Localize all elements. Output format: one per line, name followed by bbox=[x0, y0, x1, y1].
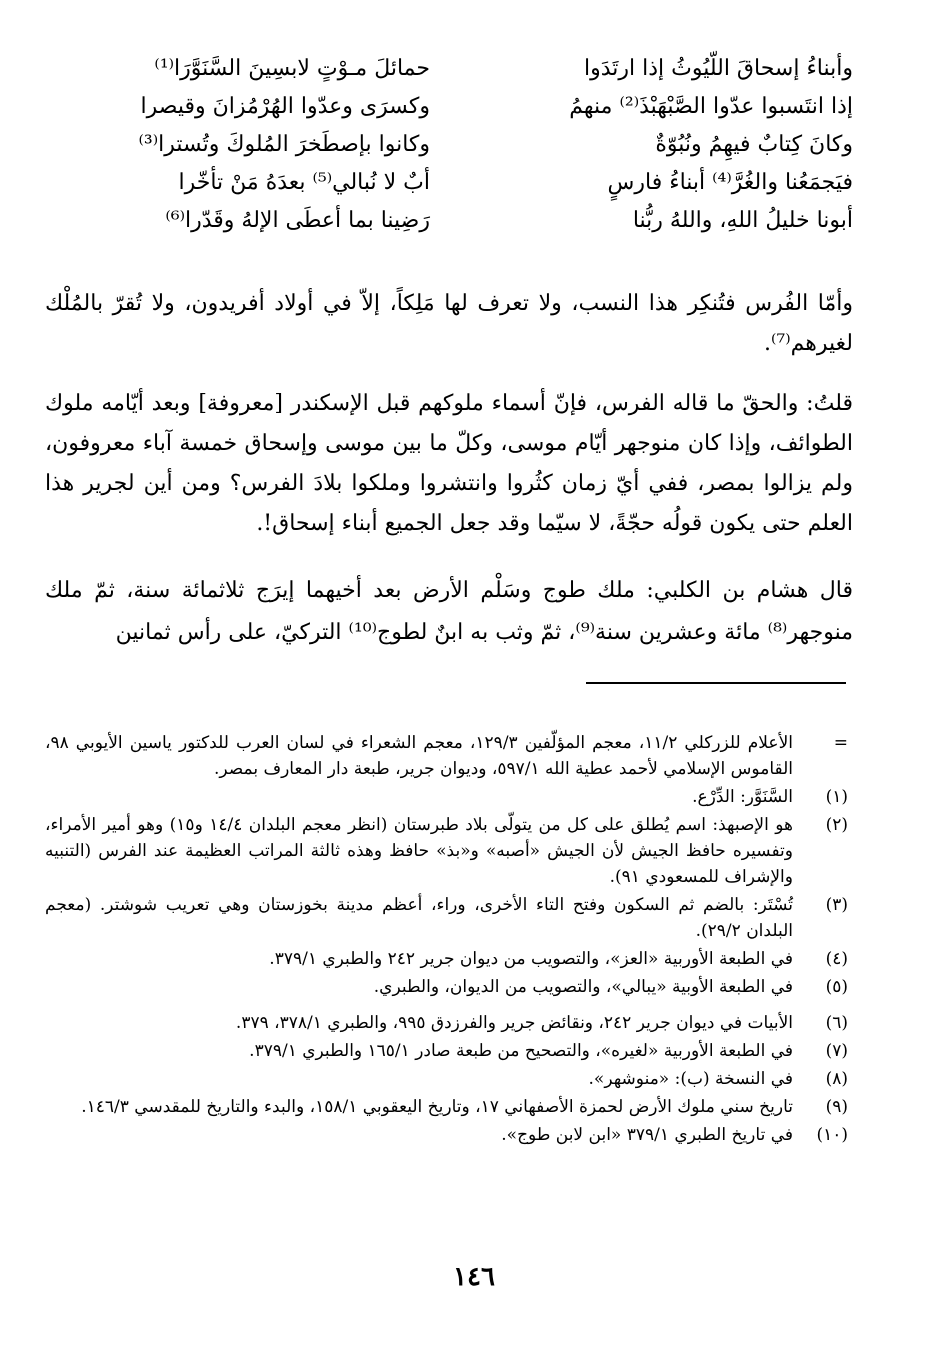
footnotes bbox=[45, 730, 848, 1150]
footnote-text: تُسْتَر: بالضم ثم السكون وفتح التاء الأخرى، وراء، أعظم مدينة بخوزستان وهي تعريب شوشتر. (معجم البلدان ٢٩/٢). bbox=[45, 895, 793, 941]
footnote bbox=[45, 1066, 848, 1092]
footnote bbox=[45, 784, 848, 810]
footnote bbox=[45, 812, 848, 890]
footnote-number: (١٠) bbox=[816, 1125, 848, 1145]
footnote-number: (٥) bbox=[825, 977, 848, 997]
verse-line bbox=[100, 88, 853, 126]
body-paragraph: قلتُ: والحقّ ما قاله الفرس، فإنّ أسماء ملوكهم قبل الإسكندر [معروفة] وبعد أيّامه ملوك الطوائف، وإذا كان منوجهر أيّام موسى، وكلّ ما بين موسى وإسحاق خمسة آباء معروفون، ولم يزالوا بمصر، ففي أيّ زمان كثُروا وانتشروا وملكوا بلادَ الفرس؟ ومن أين لجرير هذا العلم حتى يكون قولُه حجّةً، لا سيّما وقد جعل الجميع أبناء إسحاق!. bbox=[45, 391, 853, 536]
verse-line bbox=[100, 164, 853, 202]
verse-first-hemistich: وأبناءُ إسحاقَ اللّيُوثُ إذا ارتَدَوا bbox=[583, 56, 853, 81]
footnote-text: في النسخة (ب): «منوشهر». bbox=[588, 1069, 793, 1089]
footnote-text: تاريخ سني ملوك الأرض لحمزة الأصفهاني ١٧، وتاريخ اليعقوبي ١٥٨/١، والبدء والتاريخ للمقدسي ١٤٦/٣. bbox=[81, 1097, 793, 1117]
verse-first-hemistich: وكانَ كِتابٌ فيهِمُ ونُبُوّةٌ bbox=[655, 132, 853, 157]
footnote bbox=[45, 1122, 848, 1148]
poem-block bbox=[100, 50, 853, 240]
footnote-number: (٤) bbox=[825, 949, 848, 969]
verse-first-hemistich: إذا انتَسبوا عدّوا الصَّبْهَبْذَ⁽²⁾ منهمُ bbox=[569, 94, 853, 119]
footnote bbox=[45, 974, 848, 1000]
verse-line bbox=[100, 202, 853, 240]
body-paragraph: قال هشام بن الكلبي: ملك طوج وسَلْم الأرض بعد أخيهما إيرَج ثلاثمائة سنة، ثمّ ملك منوجهر⁽⁸⁾ مائة وعشرين سنة⁽⁹⁾، ثمّ وثب به ابنٌ لطوج⁽¹⁰⁾ التركيّ، على رأس ثمانين bbox=[45, 578, 853, 645]
footnote-separator bbox=[586, 682, 846, 684]
verse-second-hemistich: حمائلَ مـوْتٍ لابسِينَ السَّنَوَّرَا⁽¹⁾ bbox=[154, 56, 430, 81]
verse-second-hemistich: أبٌ لا نُبالي⁽⁵⁾ بعدَهُ مَنْ تأخّرا bbox=[178, 170, 430, 195]
footnote-text: الأبيات في ديوان جرير ٢٤٢، ونقائض جرير والفرزدق ٩٩٥، والطبري ٣٧٨/١، ٣٧٩. bbox=[235, 1013, 793, 1033]
footnote-number: (١) bbox=[825, 787, 848, 807]
footnote-text: في الطبعة الأوربية «لغيره»، والتصحيح من طبعة صادر ١٦٥/١ والطبري ٣٧٩/١. bbox=[249, 1041, 793, 1061]
footnote bbox=[45, 730, 848, 782]
footnote-number: (٦) bbox=[825, 1013, 848, 1033]
footnote bbox=[45, 1038, 848, 1064]
footnote-number: (٩) bbox=[825, 1097, 848, 1117]
verse-first-hemistich: أبونا خليلُ اللهِ، واللهُ ربُّنا bbox=[632, 208, 853, 233]
footnote bbox=[45, 1010, 848, 1036]
footnote-text: الأعلام للزركلي ١١/٢، معجم المؤلّفين ١٢٩/٣، معجم الشعراء في لسان العرب للدكتور ياسين الأيوبي ٩٨، القاموس الإسلامي لأحمد عطية الله ٥٩٧/١، وديوان جرير، طبعة دار المعارف بمصر. bbox=[45, 733, 793, 779]
footnote bbox=[45, 892, 848, 944]
footnote bbox=[45, 1094, 848, 1120]
footnote-text: السَّنَوَّر: الدِّرْع. bbox=[692, 787, 793, 807]
footnote-number: (٢) bbox=[825, 815, 848, 835]
verse-line bbox=[100, 50, 853, 88]
footnote-text: في الطبعة الأوبية «يبالي»، والتصويب من الديوان، والطبري. bbox=[373, 977, 793, 997]
footnote-text: هو الإصبهذ: اسم يُطلق على كل من يتولّى بلاد طبرستان (انظر معجم البلدان ١٤/٤ و١٥) وهو أمير الأمراء، وتفسيره حافظ الجيش لأن الجيش «أصبه» و«بذ» حافظ وهذه ثالثة المراتب العظيمة عند الفرس (التنبيه والإشراف للمسعودي ٩١). bbox=[45, 815, 793, 887]
verse-second-hemistich: رَضِينا بما أعطَى الإلهُ وقَدّرا⁽⁶⁾ bbox=[165, 208, 430, 233]
page-number: ١٤٦ bbox=[453, 1262, 495, 1292]
footnote-number: (٣) bbox=[825, 895, 848, 915]
verse-second-hemistich: وكانوا بإصطَخرَ المُلوكَ وتُسترا⁽³⁾ bbox=[138, 132, 430, 157]
verse-line bbox=[100, 126, 853, 164]
footnote-number: (٨) bbox=[825, 1069, 848, 1089]
footnote bbox=[45, 946, 848, 972]
footnote-text: في تاريخ الطبري ٣٧٩/١ «ابن لابن طوج». bbox=[501, 1125, 793, 1145]
verse-second-hemistich: وكسرَى وعدّوا الهُرْمُزانَ وقيصرا bbox=[140, 94, 430, 119]
footnote-number: = bbox=[833, 733, 848, 753]
body-paragraph: وأمّا الفُرس فتُنكِر هذا النسب، ولا تعرف لها مَلِكاً، إلاّ في أولاد أفريدون، ولا تُقرّ بالمُلْك لغيرهم⁽⁷⁾. bbox=[45, 291, 853, 356]
footnote-text: في الطبعة الأوربية «العز»، والتصويب من ديوان جرير ٢٤٢ والطبري ٣٧٩/١. bbox=[269, 949, 793, 969]
verse-first-hemistich: فيَجمَعُنا والغُرَّ⁽⁴⁾ أبناءُ فارسٍ bbox=[607, 170, 853, 195]
footnote-number: (٧) bbox=[825, 1041, 848, 1061]
